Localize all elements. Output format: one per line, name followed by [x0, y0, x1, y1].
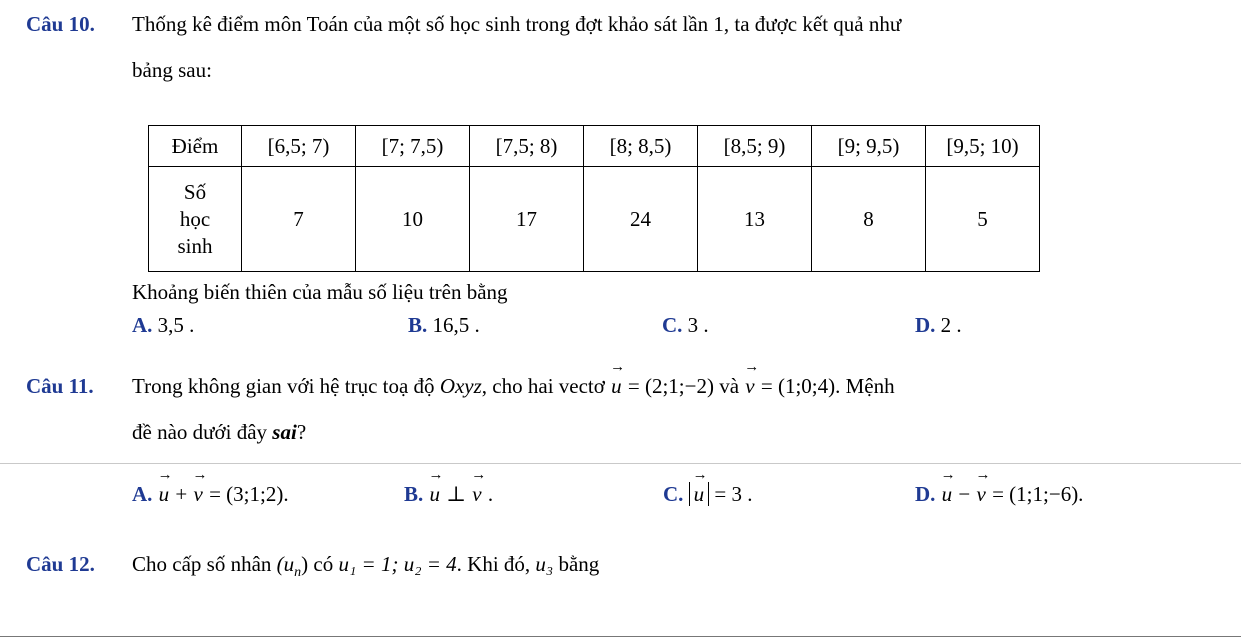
q10-number: Câu 10. [26, 12, 95, 36]
option-letter: C. [662, 313, 683, 337]
option-value: = 3 . [714, 482, 753, 506]
count-cell: 17 [470, 167, 584, 272]
q10-option-a[interactable] [132, 313, 194, 338]
q11-line2-b: ? [296, 420, 307, 444]
score-table [148, 125, 1040, 272]
q12-seq-sub: n [294, 565, 302, 581]
count-cell: 13 [698, 167, 812, 272]
q11-number: Câu 11. [26, 374, 94, 398]
option-letter: A. [132, 482, 153, 506]
interval-cell: [9; 9,5) [812, 126, 926, 167]
q12-u3: u₃ [535, 552, 554, 576]
vector-u: → u [429, 482, 442, 507]
count-cell: 10 [356, 167, 470, 272]
table-header-row [149, 126, 1040, 167]
vector-v: → v [744, 374, 755, 399]
option-letter: A. [132, 313, 153, 337]
count-label-line: học [179, 206, 211, 231]
q10-line1 [26, 12, 901, 37]
vector-u: → u [693, 482, 706, 507]
q11-line1 [26, 374, 895, 399]
q12-text-c: . Khi đó, [456, 552, 531, 576]
vector-u: → u [610, 374, 623, 399]
q11-v-value: = (1;0;4) [760, 374, 836, 398]
q10-text-line2: bảng sau: [132, 58, 212, 82]
q11-text-a: Trong không gian với hệ trục toạ độ [132, 374, 435, 398]
q11-line2-em: sai [272, 420, 297, 444]
table-count-row [149, 167, 1040, 272]
q11-option-a[interactable]: A. → u + → v = (3;1;2). [132, 482, 289, 507]
interval-cell: [6,5; 7) [242, 126, 356, 167]
interval-cell: [7; 7,5) [356, 126, 470, 167]
count-label-line: Số [183, 179, 207, 204]
option-letter: D. [915, 482, 936, 506]
vector-u: → u [158, 482, 171, 507]
q12-seq [276, 552, 309, 581]
interval-cell: [8; 8,5) [584, 126, 698, 167]
q10-option-b[interactable] [408, 313, 480, 338]
bottom-separator [0, 636, 1241, 637]
count-cell: 5 [926, 167, 1040, 272]
interval-cell: [8,5; 9) [698, 126, 812, 167]
q10-text-line1: Thống kê điểm môn Toán của một số học sinh trong đợt khảo sát lần 1, ta được kết quả như [132, 12, 902, 36]
q12-seq-close: ) [301, 552, 309, 576]
option-letter: B. [408, 313, 428, 337]
q10-question: Khoảng biến thiên của mẫu số liệu trên bằng [132, 280, 508, 304]
q11-line2-a: đề nào dưới đây [132, 420, 268, 444]
q10-option-d[interactable] [915, 313, 962, 338]
option-value: 16,5 . [432, 313, 480, 337]
interval-cell: [7,5; 8) [470, 126, 584, 167]
vector-u: → u [941, 482, 954, 507]
q12-text-a: Cho cấp số nhân [132, 552, 272, 576]
count-label-line: sinh [177, 233, 213, 258]
option-letter: C. [663, 482, 684, 506]
q11-line2 [132, 420, 306, 445]
vector-v: → v [193, 482, 204, 507]
q11-and: và [719, 374, 740, 398]
q12-text-d: bằng [558, 552, 600, 576]
q12-condition: u₁ = 1; u₂ = 4 [338, 552, 457, 576]
q12-number: Câu 12. [26, 552, 95, 576]
q12-text-b: có [313, 552, 334, 576]
q12-line1 [26, 552, 599, 581]
option-value: = (1;1;−6). [992, 482, 1084, 506]
table-count-label [149, 167, 242, 272]
count-cell: 7 [242, 167, 356, 272]
interval-cell: [9,5; 10) [926, 126, 1040, 167]
count-cell: 8 [812, 167, 926, 272]
option-value: = (3;1;2). [209, 482, 289, 506]
separator-line [0, 463, 1241, 464]
table-header-label: Điểm [149, 126, 242, 167]
vector-v: → v [471, 482, 482, 507]
q10-option-c[interactable] [662, 313, 709, 338]
abs-bars [689, 482, 710, 506]
q11-option-d[interactable]: D. → u − → v = (1;1;−6). [915, 482, 1083, 507]
option-letter: D. [915, 313, 936, 337]
q11-text-c: . Mệnh [835, 374, 895, 398]
option-letter: B. [404, 482, 424, 506]
option-value: 3,5 . [157, 313, 195, 337]
option-value: 3 . [687, 313, 709, 337]
vector-v: → v [976, 482, 987, 507]
q11-text-b: , cho hai vectơ [481, 374, 605, 398]
q11-option-c[interactable] [663, 482, 753, 507]
q11-option-b[interactable]: B. → u ⊥ → v . [404, 482, 493, 507]
perpendicular-symbol: ⊥ [446, 482, 467, 506]
q12-seq-open: (u [276, 552, 295, 576]
q11-coord: Oxyz [439, 374, 482, 398]
option-value: 2 . [940, 313, 962, 337]
q11-u-value: = (2;1;−2) [627, 374, 714, 398]
count-cell: 24 [584, 167, 698, 272]
